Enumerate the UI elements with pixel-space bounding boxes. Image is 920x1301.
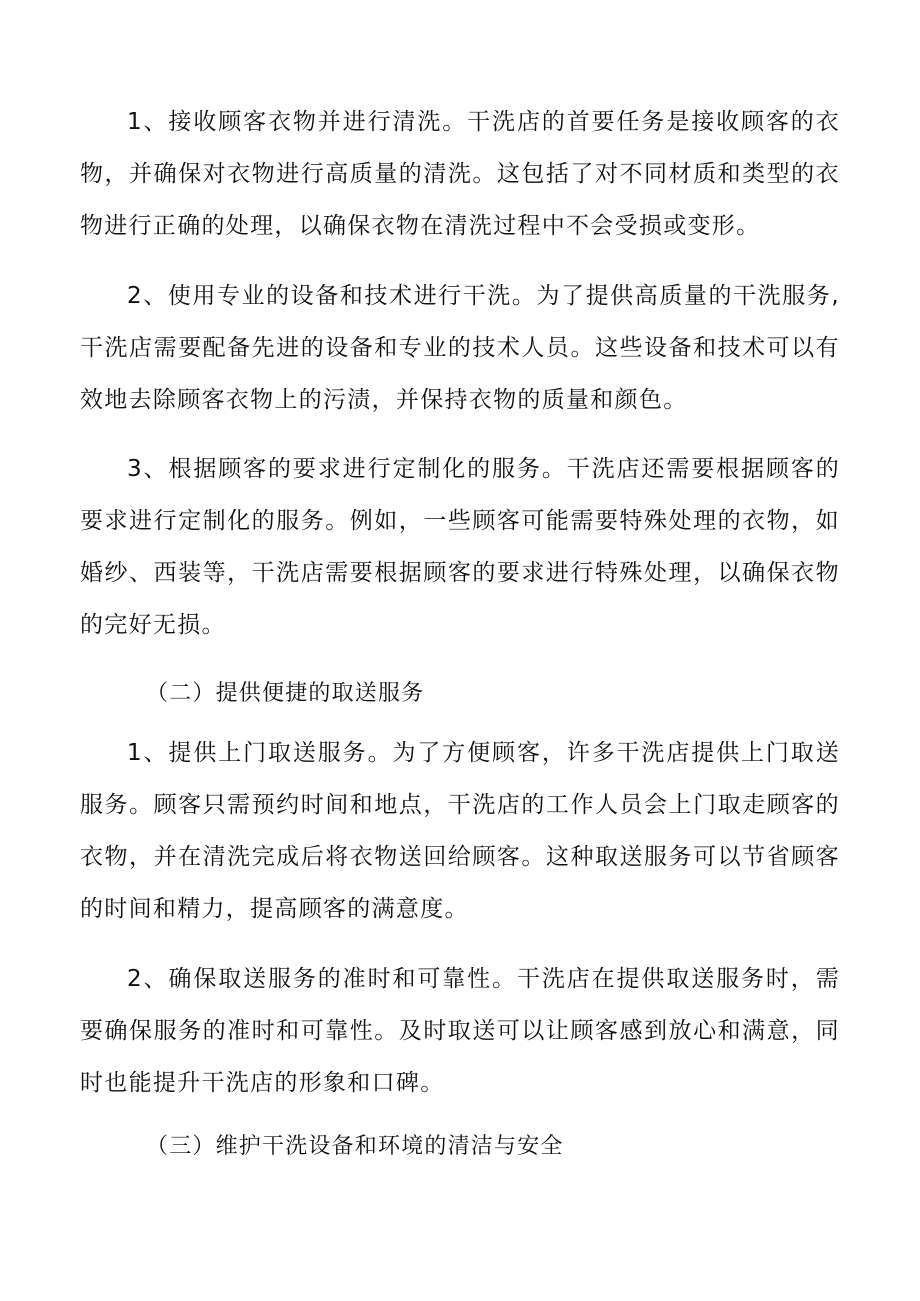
paragraph-door-pickup: 1、提供上门取送服务。为了方便顾客，许多干洗店提供上门取送服务。顾客只需预约时间和地点，干洗店的工作人员会上门取走顾客的衣物，并在清洗完成后将衣物送回给顾客。这种取送服务可以节省顾客的时间和精力，提高顾客的满意度。 (80, 740, 840, 922)
section-heading-pickup-delivery: （二）提供便捷的取送服务 (146, 681, 425, 706)
section-heading-equipment-safety: （三）维护干洗设备和环境的清洁与安全 (146, 1134, 564, 1159)
paragraph-punctual-reliable: 2、确保取送服务的准时和可靠性。干洗店在提供取送服务时，需要确保服务的准时和可靠性。及时取送可以让顾客感到放心和满意，同时也能提升干洗店的形象和口碑。 (80, 966, 840, 1096)
paragraph-receive-clothes: 1、接收顾客衣物并进行清洗。干洗店的首要任务是接收顾客的衣物，并确保对衣物进行高质量的清洗。这包括了对不同材质和类型的衣物进行正确的处理，以确保衣物在清洗过程中不会受损或变形。 (80, 109, 840, 239)
paragraph-custom-service: 3、根据顾客的要求进行定制化的服务。干洗店还需要根据顾客的要求进行定制化的服务。例如，一些顾客可能需要特殊处理的衣物，如婚纱、西装等，干洗店需要根据顾客的要求进行特殊处理，以确保衣物的完好无损。 (80, 456, 840, 638)
paragraph-professional-equipment: 2、使用专业的设备和技术进行干洗。为了提供高质量的干洗服务,干洗店需要配备先进的设备和专业的技术人员。这些设备和技术可以有效地去除顾客衣物上的污渍，并保持衣物的质量和颜色。 (80, 283, 840, 413)
